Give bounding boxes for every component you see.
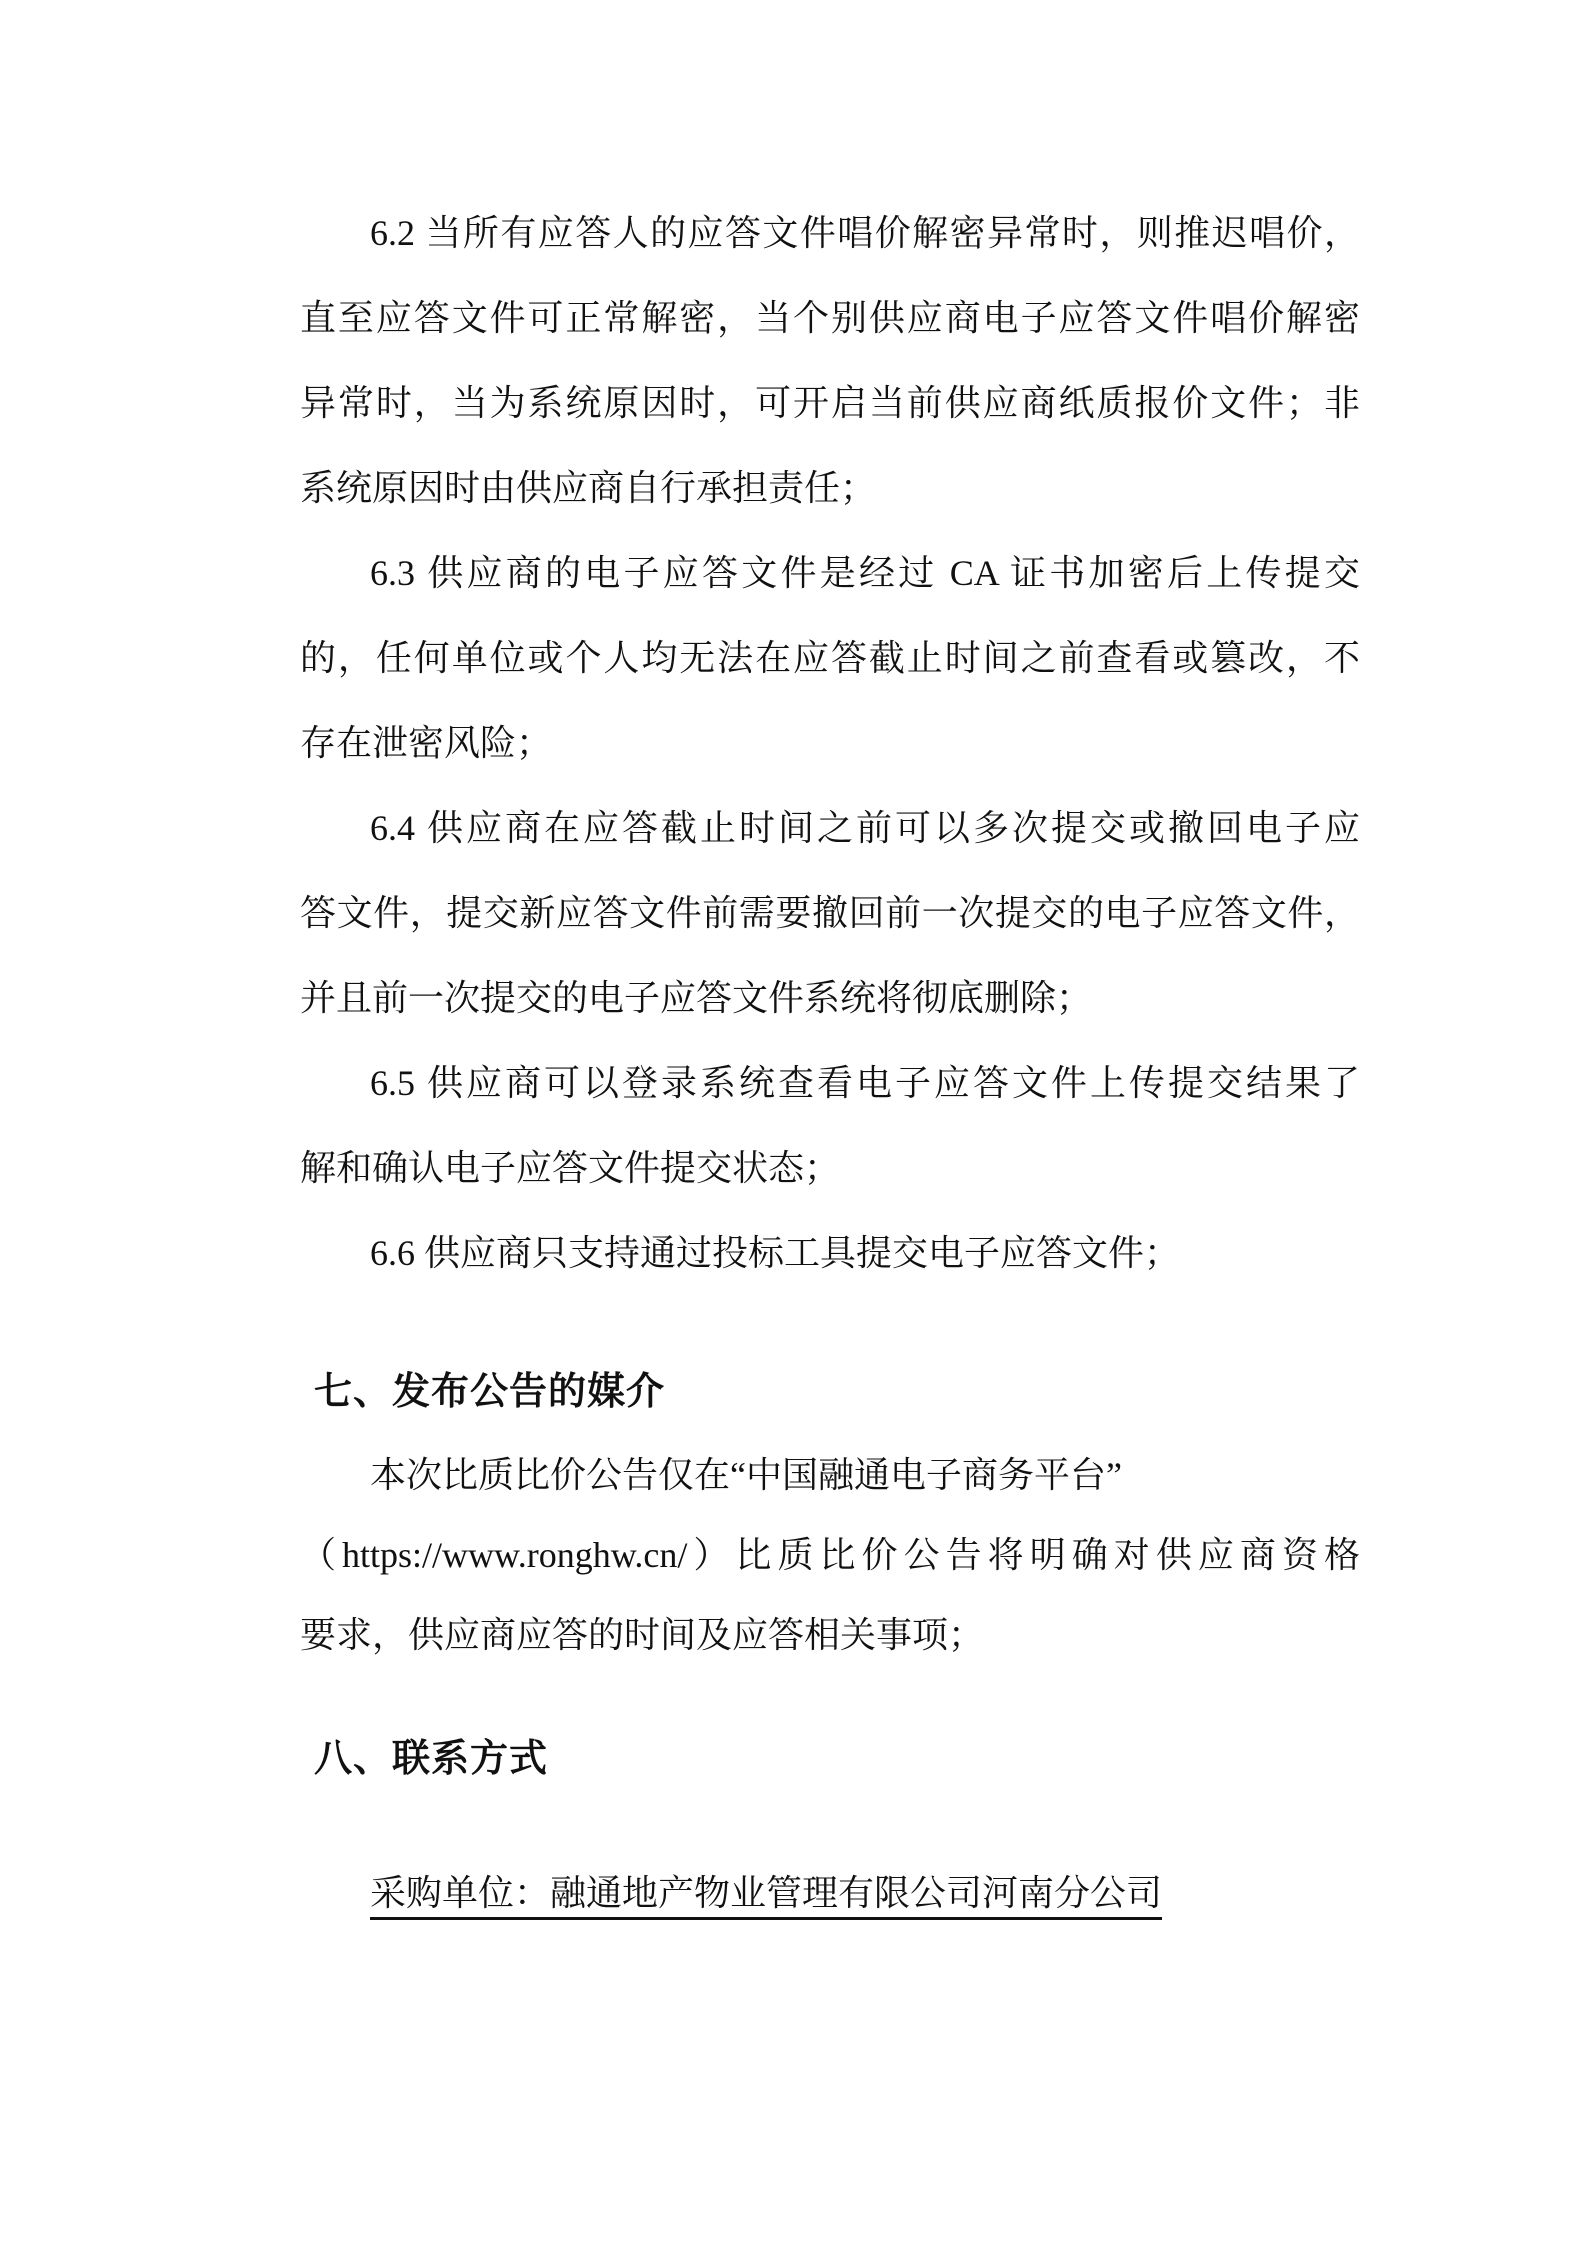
doc-line-6-6-1: 6.6 供应商只支持通过投标工具提交电子应答文件； — [370, 1233, 1181, 1273]
doc-line-6-3-3: 存在泄密风险； — [300, 723, 553, 763]
doc-line-6-4-3: 并且前一次提交的电子应答文件系统将彻底删除； — [300, 978, 1093, 1018]
doc-line-6-5-2: 解和确认电子应答文件提交状态； — [300, 1148, 841, 1188]
media-section — [300, 1435, 1360, 1675]
document-content — [300, 191, 1360, 1936]
media-line-3: 要求，供应商应答的时间及应答相关事项； — [300, 1615, 985, 1655]
doc-line-6-2-1: 6.2 当所有应答人的应答文件唱价解密异常时，则推迟唱价， — [370, 213, 1360, 253]
doc-line-6-2-4: 系统原因时由供应商自行承担责任； — [300, 468, 877, 508]
doc-line-6-4-1: 6.4 供应商在应答截止时间之前可以多次提交或撤回电子应 — [370, 808, 1360, 848]
doc-line-6-2-2: 直至应答文件可正常解密，当个别供应商电子应答文件唱价解密 — [300, 298, 1360, 338]
section-heading-contact: 八、联系方式 — [314, 1738, 549, 1780]
doc-line-6-3-1: 6.3 供应商的电子应答文件是经过 CA 证书加密后上传提交 — [370, 553, 1360, 593]
contact-section — [300, 1851, 1360, 1936]
media-line-1: 本次比质比价公告仅在“中国融通电子商务平台” — [370, 1455, 1122, 1495]
doc-line-6-2-3: 异常时，当为系统原因时，可开启当前供应商纸质报价文件；非 — [300, 383, 1360, 423]
clauses-section — [300, 191, 1360, 1296]
doc-line-6-3-2: 的，任何单位或个人均无法在应答截止时间之前查看或篡改，不 — [300, 638, 1360, 678]
doc-line-6-5-1: 6.5 供应商可以登录系统查看电子应答文件上传提交结果了 — [370, 1063, 1360, 1103]
doc-line-6-4-2: 答文件，提交新应答文件前需要撤回前一次提交的电子应答文件， — [300, 893, 1360, 933]
media-line-2: （https://www.ronghw.cn/）比质比价公告将明确对供应商资格 — [300, 1535, 1360, 1575]
contact-purchaser-line: 采购单位：融通地产物业管理有限公司河南分公司 — [370, 1873, 1163, 1913]
section-heading-media: 七、发布公告的媒介 — [314, 1371, 666, 1413]
